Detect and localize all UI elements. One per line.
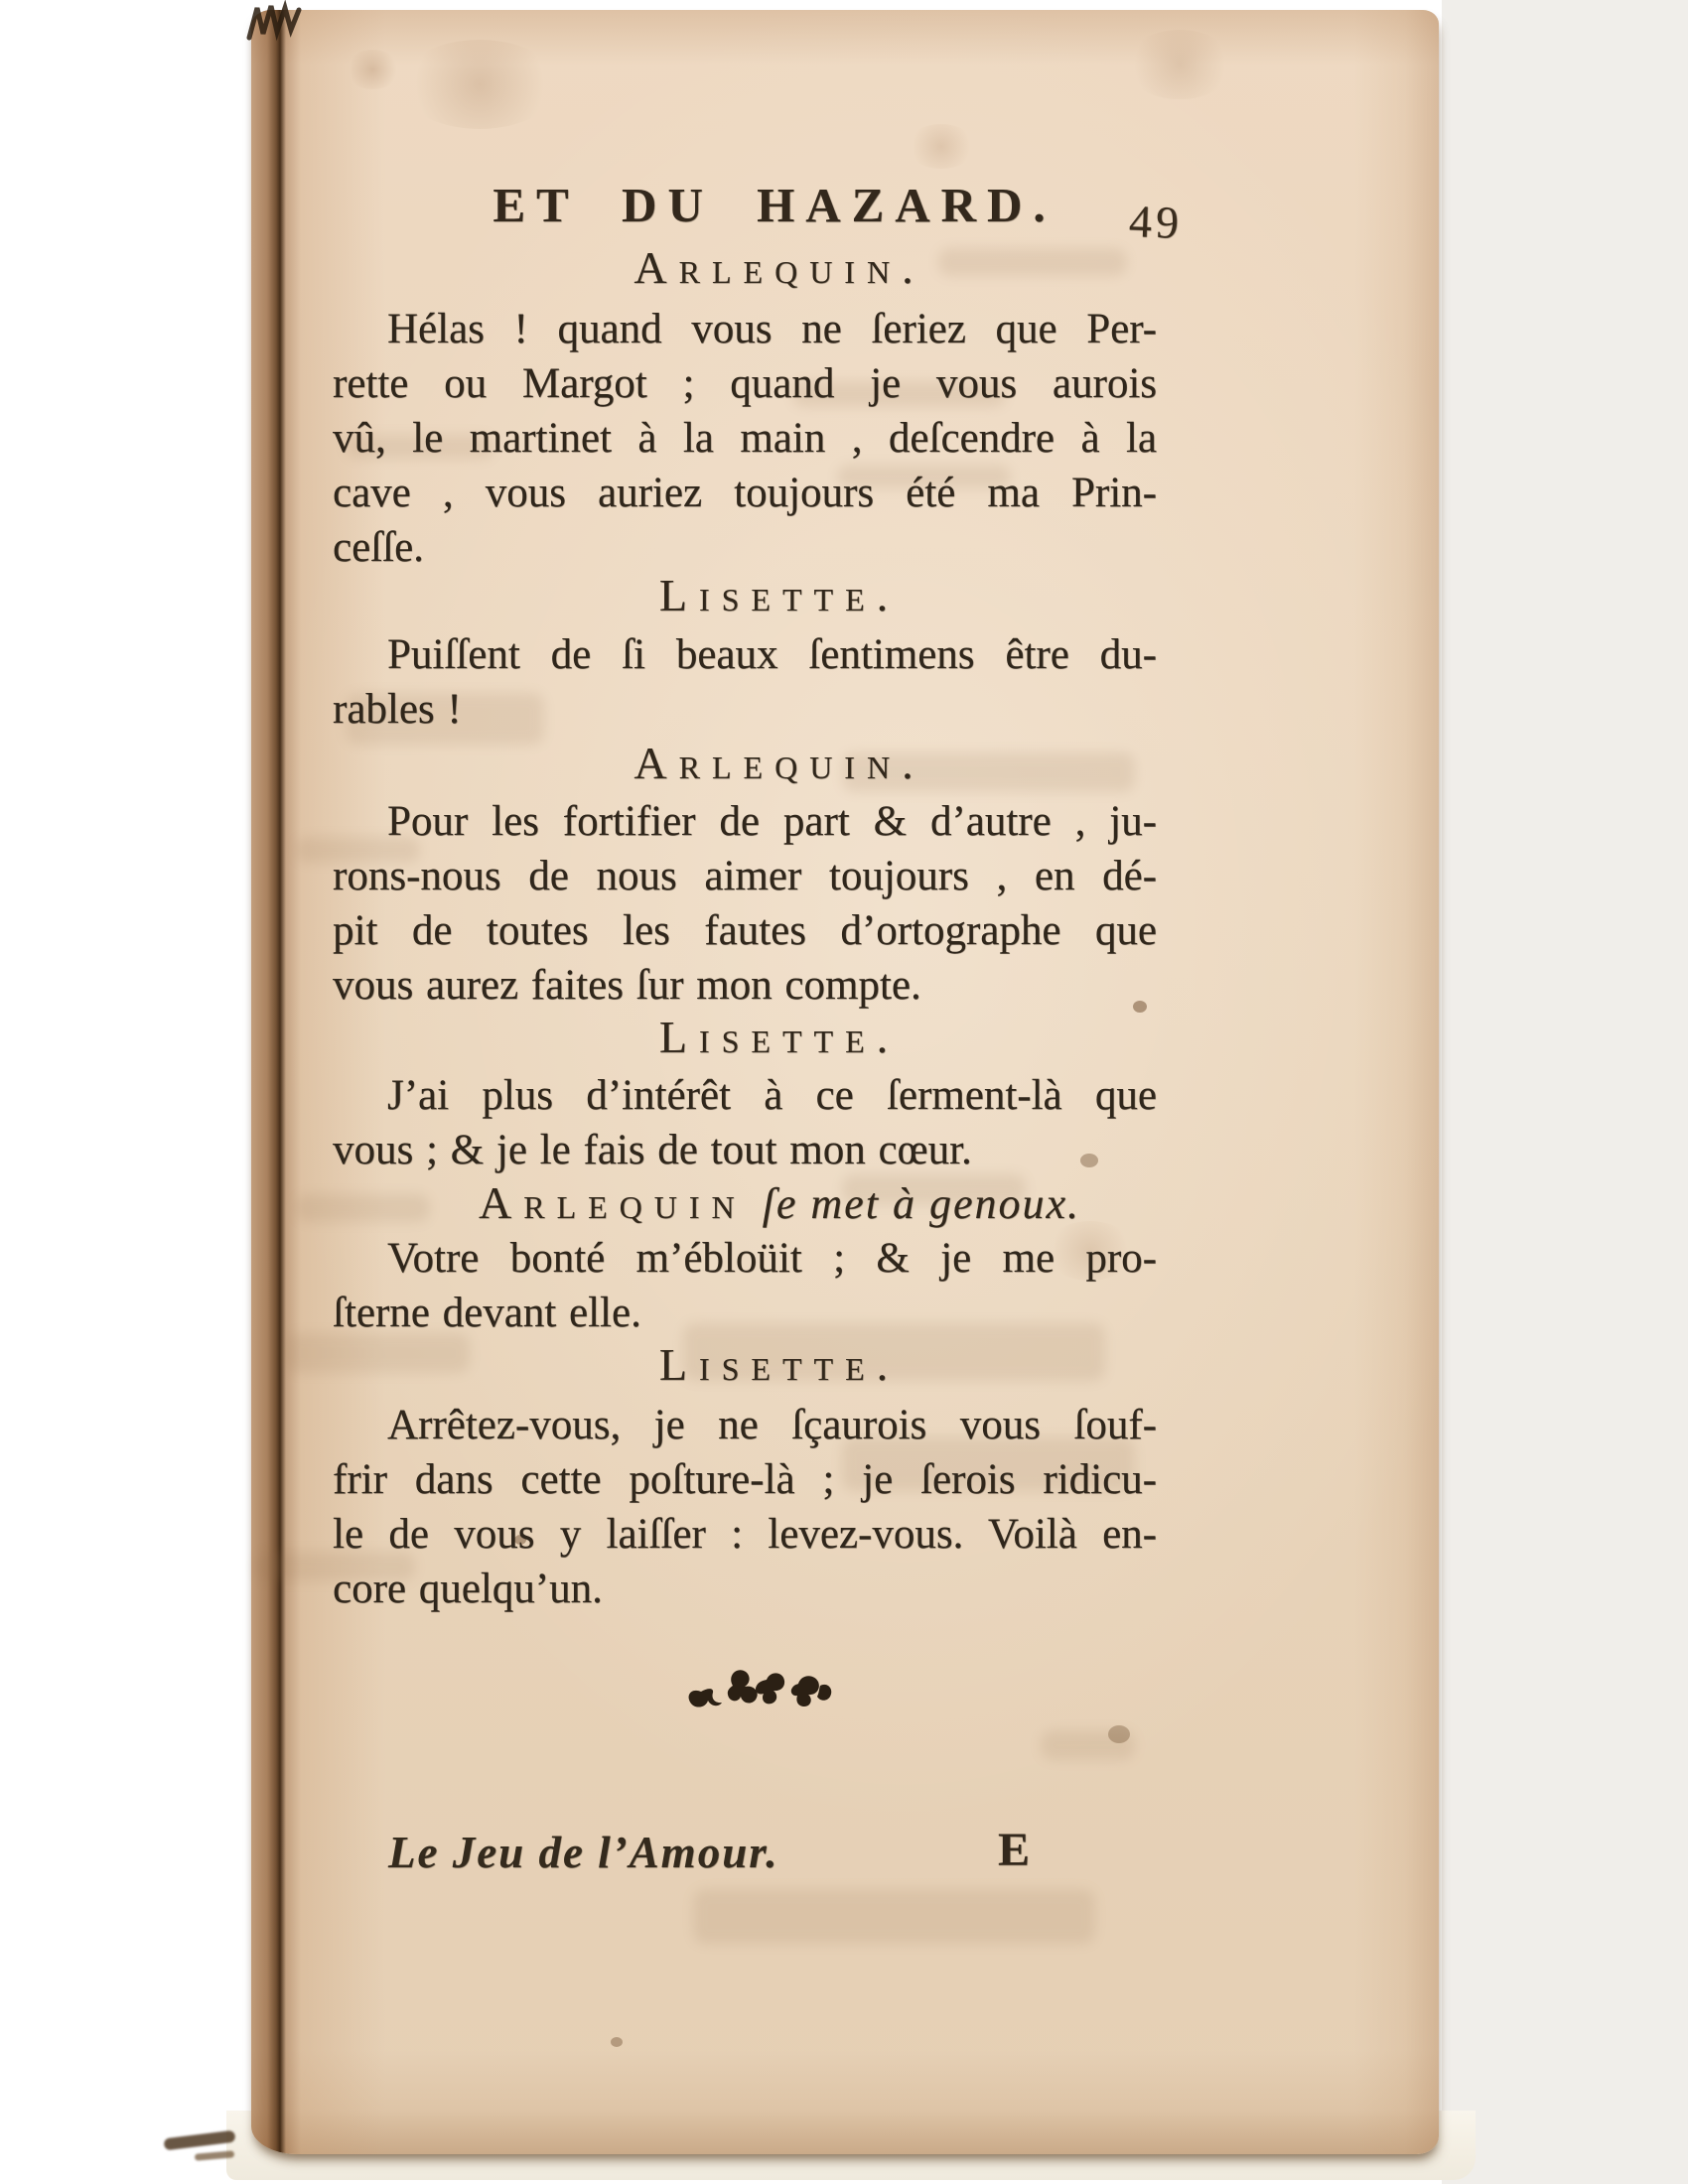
speaker-name: Lisette. — [658, 570, 901, 620]
speaker-heading — [333, 738, 1157, 789]
text-line: Arrêtez-vous, je ne ſçaurois vous ſouf- — [387, 1402, 1157, 1448]
speech-paragraph — [333, 1068, 1157, 1177]
speaker-name: Arlequin. — [633, 738, 925, 788]
speaker-name: Lisette. — [658, 1339, 901, 1390]
speech-paragraph — [333, 1231, 1157, 1340]
foxing-stain — [1125, 30, 1234, 99]
page-number: 49 — [1128, 196, 1184, 248]
speaker-name: Arlequin. — [633, 242, 925, 293]
text-line: frir dans cette poſture-là ; je ſerois ridicu- — [333, 1456, 1157, 1503]
text-line: Hélas ! quand vous ne ſeriez que Per- — [387, 306, 1157, 352]
text-line: ceſſe. — [333, 524, 424, 571]
speaker-name: Lisette. — [658, 1012, 901, 1062]
text-line: Votre bonté m’ébloüit ; & je me pro- — [387, 1235, 1157, 1282]
binding-thread-mark — [245, 0, 307, 46]
text-line: rons-nous de nous aimer toujours , en dé- — [333, 853, 1157, 899]
text-line: le de vous y laiſſer : levez-vous. Voilà en- — [333, 1511, 1157, 1558]
scan-background — [1442, 0, 1688, 2184]
ink-speck — [611, 2037, 623, 2047]
foxing-stain — [346, 50, 400, 89]
speech-paragraph — [333, 302, 1157, 575]
foxing-stain — [907, 124, 976, 169]
text-line: pit de toutes les fautes d’ortographe que — [333, 907, 1157, 954]
text-line: vous ; & je le fais de tout mon cœur. — [333, 1127, 972, 1173]
speech-paragraph — [333, 794, 1157, 1013]
page-corner-mark — [164, 2130, 236, 2151]
speaker-heading — [333, 570, 1157, 621]
text-line: Puiſſent de ſi beaux ſentimens être du- — [387, 631, 1157, 678]
text-line: cave , vous auriez toujours été ma Prin- — [333, 470, 1157, 516]
fleuron-ornament — [685, 1664, 834, 1719]
speaker-heading — [333, 1012, 1157, 1063]
text-line: rables ! — [333, 686, 462, 733]
catchword: Le Jeu de l’Amour. — [388, 1828, 779, 1877]
speech-paragraph — [333, 627, 1157, 737]
book-page — [251, 10, 1439, 2154]
foxing-stain — [400, 40, 559, 129]
text-line: vous aurez faites ſur mon compte. — [333, 962, 921, 1009]
text-line: rette ou Margot ; quand je vous aurois — [333, 360, 1157, 407]
text-line: Pour les fortifier de part & d’autre , ju- — [387, 798, 1157, 845]
text-line: vû, le martinet à la main , deſcendre à la — [333, 415, 1157, 462]
text-line: ſterne devant elle. — [333, 1290, 641, 1336]
show-through-smudge — [693, 1889, 1095, 1944]
text-line: J’ai plus d’intérêt à ce ſerment-là que — [387, 1072, 1157, 1119]
speaker-name: Arlequin — [479, 1177, 747, 1228]
speaker-heading — [333, 1339, 1157, 1391]
speech-paragraph — [333, 1398, 1157, 1616]
running-title: ET DU HAZARD. — [492, 178, 1056, 232]
signature-mark: E — [998, 1824, 1031, 1876]
speaker-heading — [333, 1177, 1157, 1230]
ink-speck — [1108, 1725, 1130, 1743]
speaker-heading — [333, 242, 1157, 294]
text-line: core quelqu’un. — [333, 1566, 603, 1612]
stage-direction: ſe met à genoux. — [762, 1179, 1080, 1228]
